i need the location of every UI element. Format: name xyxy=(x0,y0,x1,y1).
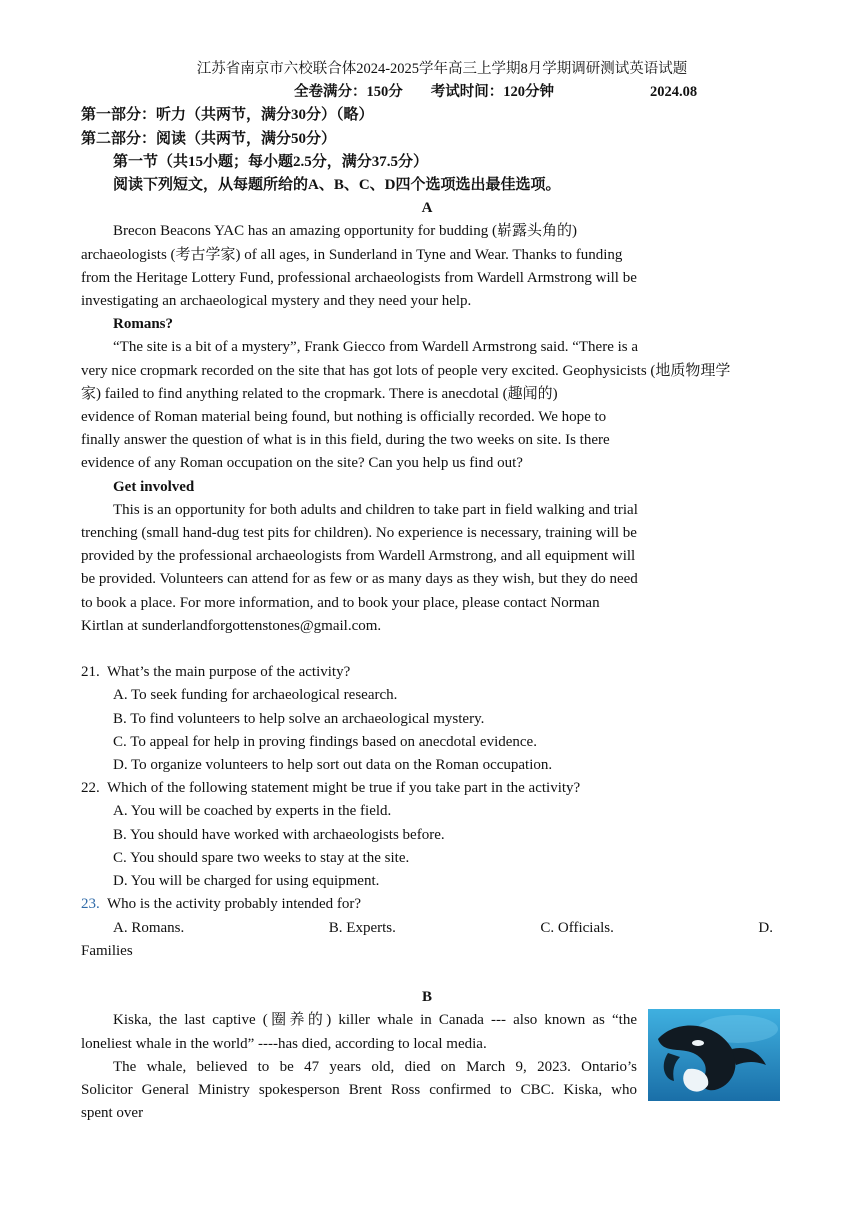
option: C. Officials. xyxy=(540,919,614,936)
options-row xyxy=(81,917,773,940)
passage-b-line: Solicitor General Ministry spokesperson Brent Ross confirmed to CBC. Kiska, who xyxy=(81,1081,637,1098)
instruction: 阅读下列短文，从每题所给的A、B、C、D四个选项选出最佳选项。 xyxy=(113,177,561,194)
passage-b-line: Kiska, the last captive (圈养的) killer whale in Canada --- also known as “the xyxy=(113,1012,637,1029)
subheading-get-involved: Get involved xyxy=(113,478,195,495)
passage-a-line: trenching (small hand-dug test pits for children). No experience is necessary, training will be xyxy=(81,525,637,542)
exam-info xyxy=(81,81,773,104)
question-number: 22. xyxy=(81,780,100,797)
exam-date: 2024.08 xyxy=(650,84,698,101)
passage-a-line: This is an opportunity for both adults and children to take part in field walking and trial xyxy=(113,501,638,518)
section1-heading: 第一节（共15小题；每小题2.5分，满分37.5分） xyxy=(113,153,429,170)
option: A. You will be coached by experts in the field. xyxy=(113,803,392,820)
passage-b-line: loneliest whale in the world” ----has died, according to local media. xyxy=(81,1035,487,1052)
passage-a-line: very nice cropmark recorded on the site that has got lots of people very excited. Geophysicists (地质物理学 xyxy=(81,362,731,379)
exam-page xyxy=(81,58,773,1125)
question-23 xyxy=(81,893,773,916)
full-score: 全卷满分：150分 xyxy=(294,84,403,101)
passage-b-label: B xyxy=(421,989,432,1006)
passage-a-line: Brecon Beacons YAC has an amazing opportunity for budding (崭露头角的) xyxy=(113,223,577,240)
subheading-romans: Romans? xyxy=(113,316,174,333)
option: B. You should have worked with archaeologists before. xyxy=(113,826,445,843)
passage-a-line: “The site is a bit of a mystery”, Frank Giecco from Wardell Armstrong said. “There is a xyxy=(113,339,639,356)
part1-heading: 第一部分：听力（共两节，满分30分）（略） xyxy=(81,107,374,124)
passage-a-line: provided by the professional archaeologists from Wardell Armstrong, and all equipment will xyxy=(81,548,636,565)
option-wrap: Families xyxy=(81,942,133,959)
part2-heading: 第二部分：阅读（共两节，满分50分） xyxy=(81,130,337,147)
passage-a-line: 家) failed to find anything related to the cropmark. There is anecdotal (趣闻的) xyxy=(81,385,558,402)
killer-whale-image xyxy=(648,1009,780,1101)
option: A. Romans. xyxy=(113,919,185,936)
question-stem: What’s the main purpose of the activity? xyxy=(106,664,351,681)
question-number: 21. xyxy=(81,664,100,681)
passage-a-line: investigating an archaeological mystery and they need your help. xyxy=(81,293,472,310)
killer-whale-illustration xyxy=(648,1009,780,1101)
passage-a-label: A xyxy=(421,200,433,217)
passage-a-line: be provided. Volunteers can attend for as few or as many days as they wish, but they do need xyxy=(81,571,638,588)
option: D. xyxy=(758,919,773,936)
passage-b-text xyxy=(81,1009,637,1125)
option: D. To organize volunteers to help sort out data on the Roman occupation. xyxy=(113,757,553,774)
passage-a-line: Kirtlan at sunderlandforgottenstones@gmail.com. xyxy=(81,617,382,634)
passage-a-line: finally answer the question of what is in this field, during the two weeks on site. Is there xyxy=(81,432,610,449)
question-21 xyxy=(81,661,773,684)
option: D. You will be charged for using equipment. xyxy=(113,873,380,890)
passage-a-line: from the Heritage Lottery Fund, professional archaeologists from Wardell Armstrong will be xyxy=(81,269,637,286)
question-22 xyxy=(81,777,773,800)
question-stem: Who is the activity probably intended for? xyxy=(106,896,362,913)
option: B. To find volunteers to help solve an archaeological mystery. xyxy=(113,710,485,727)
passage-a-line: to book a place. For more information, and to book your place, please contact Norman xyxy=(81,594,600,611)
passage-b-line: The whale, believed to be 47 years old, died on March 9, 2023. Ontario’s xyxy=(113,1058,637,1075)
passage-a-line: archaeologists (考古学家) of all ages, in Sunderland in Tyne and Wear. Thanks to funding xyxy=(81,246,623,263)
exam-title: 江苏省南京市六校联合体2024-2025学年高三上学期8月学期调研测试英语试题 xyxy=(196,61,688,77)
option: C. To appeal for help in proving findings based on anecdotal evidence. xyxy=(113,733,537,750)
exam-time: 考试时间：120分钟 xyxy=(430,84,554,101)
passage-a-line: evidence of Roman material being found, but nothing is officially recorded. We hope to xyxy=(81,409,607,426)
question-number: 23. xyxy=(81,896,100,913)
passage-b-line: spent over xyxy=(81,1105,144,1122)
option: B. Experts. xyxy=(328,919,396,936)
question-stem: Which of the following statement might be true if you take part in the activity? xyxy=(106,780,581,797)
option: C. You should spare two weeks to stay at the site. xyxy=(113,849,410,866)
option: A. To seek funding for archaeological research. xyxy=(113,687,398,704)
passage-a-line: evidence of any Roman occupation on the site? Can you help us find out? xyxy=(81,455,523,472)
